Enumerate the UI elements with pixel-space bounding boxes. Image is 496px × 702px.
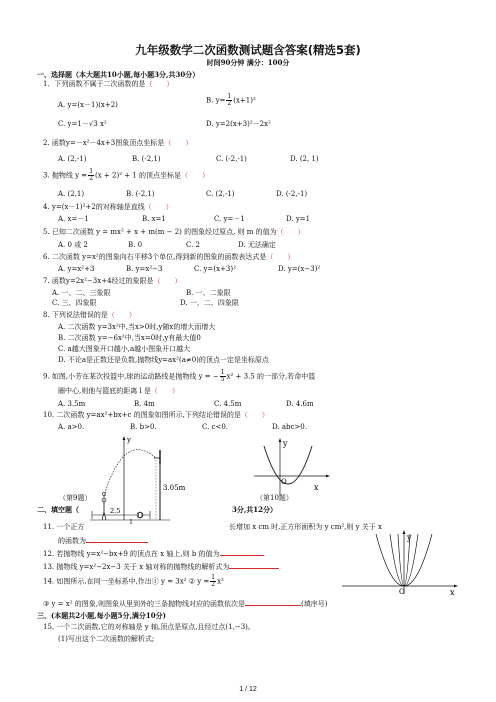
question-1-text: 1．下列函数不属于二次函数的是（ ） xyxy=(43,80,174,88)
q6-option-d: D. y=(x−3)² xyxy=(278,265,321,273)
q14-answer-blank[interactable] xyxy=(245,598,301,606)
fig9-y-arrow xyxy=(123,436,126,440)
q3-prefix: 3. 抛物线 y = xyxy=(43,171,88,180)
q14-numerator: 1 xyxy=(211,574,216,581)
q10-option-d: D. abc>0. xyxy=(272,423,307,431)
q3-fraction xyxy=(88,169,94,182)
q7-option-b: B. 一、二象限 xyxy=(186,289,231,297)
question-7: 7. 函数y=2x²−3x+4经过的象限是（ ） xyxy=(43,277,182,285)
q10-option-b: B. b>0. xyxy=(130,423,157,431)
q11-line2-text: 的函数为 xyxy=(58,537,86,545)
q8-option-d: D. 不论a是正数还是负数,抛物线y=ax²(a≠0)的顶点一定是坐标原点 xyxy=(58,356,269,364)
fig9-span-label: 2.5 xyxy=(110,507,121,515)
q5-option-d: D. 无法确定 xyxy=(238,241,276,249)
question-14-line-2 xyxy=(43,598,327,609)
question-14 xyxy=(43,575,224,588)
q9-option-d: D. 4.6m xyxy=(286,400,314,408)
q1-option-d: D. y=2(x+3)²－2x² xyxy=(206,120,271,128)
q2-option-b: B. (-2,1) xyxy=(132,155,161,163)
q14-order-hint: (填序号) xyxy=(300,600,328,608)
q1-option-a: A. y=(x－1)(x+2) xyxy=(58,101,118,109)
fig9-ball-trajectory xyxy=(104,450,156,496)
q9-denominator: 5 xyxy=(220,376,225,383)
fig9-distance-marker xyxy=(90,506,190,526)
question-1 xyxy=(43,80,173,89)
question-9 xyxy=(43,370,315,383)
q7-option-c: C. 三、四象限 xyxy=(52,299,97,307)
question-2: 2. 函数y=－x²－4x+3图象顶点坐标是（ ） xyxy=(43,139,193,147)
q12-answer-blank[interactable] xyxy=(220,548,264,556)
q1b-suffix: (x+1)² xyxy=(233,96,256,105)
q10-option-c: C. c<0. xyxy=(202,423,229,431)
section-2-heading-end: 3分,共12分） xyxy=(232,505,278,514)
fig10-y-arrow xyxy=(279,438,282,442)
fig9-y-label: y xyxy=(127,436,131,444)
q8-option-a: A. 二次函数 y=3x²中,当x>0时,y随x的增大而增大 xyxy=(58,323,216,331)
q3-denominator: 2 xyxy=(89,175,94,182)
q11-answer-blank[interactable] xyxy=(86,535,148,543)
q4-option-d: D. y=1 xyxy=(286,215,311,223)
figure-10-caption: （第10题） xyxy=(256,494,293,502)
question-12 xyxy=(43,548,264,559)
q9-fraction xyxy=(220,370,226,383)
question-11-start: 11. 一个正方 xyxy=(43,523,85,531)
q12-text: 12. 若抛物线 y=x²−bx+9 的顶点在 x 轴上,则 b 的值为 xyxy=(43,550,220,558)
q1b-fraction xyxy=(226,94,232,107)
q8-option-b: B. 二次函数 y=−6x²中,当x=0时,y有最大值0 xyxy=(58,334,201,342)
q1b-prefix: B. y= xyxy=(206,96,226,105)
q9-numerator: 1 xyxy=(220,369,225,376)
question-4: 4. y=(x－1)²+2的对称轴是直线（ ） xyxy=(43,203,173,211)
q6-option-b: B. y=x²−3 xyxy=(126,265,163,273)
fig10-y-label: y xyxy=(283,439,288,448)
q3-numerator: 1 xyxy=(89,168,94,175)
fig10-origin-label: O xyxy=(281,478,287,486)
q3-option-b: B. (-2,1) xyxy=(126,190,155,198)
q2-option-d: D. (2, 1) xyxy=(290,155,319,163)
question-6: 6. 二次函数 y=x²的图象向右平移3个单位,得到新的图象的函数表达式是（ ） xyxy=(43,253,295,261)
q14-line2-text: ③ y = x² 的图象,则图象从里到外的三条抛物线对应的函数依次是 xyxy=(43,600,245,608)
q3-option-c: C. (2,-1) xyxy=(206,190,235,198)
fig10-x-label: x xyxy=(314,483,319,492)
question-15: 15. 一个二次函数,它的对称轴是 y 轴,顶点是原点,且经过点(1,−3)。 xyxy=(43,623,255,631)
figure-14-three-parabolas xyxy=(338,526,462,596)
section-2-heading-start: 二、填空题（ xyxy=(37,505,79,514)
q14-suffix: x² xyxy=(217,577,224,586)
q7-option-d: D. 一、二、四象限 xyxy=(180,299,239,307)
fig14-x-arrow xyxy=(454,585,458,588)
q9-suffix: x² + 3.5 的一部分,若命中篮 xyxy=(226,372,316,381)
fig9-l-label: l xyxy=(130,518,133,526)
question-5: 5. 已知二次函数 y = mx² + x + m(m − 2) 的图象经过原点, 则 m 的值为（ ） xyxy=(43,228,305,236)
q4-option-b: B. x=1 xyxy=(142,215,166,223)
q14-denominator: 2 xyxy=(211,581,216,588)
question-3 xyxy=(43,169,209,182)
question-11-end: 长增加 x cm 时,正方形面积为 y cm²,则 y 关于 x xyxy=(229,523,382,531)
q7-option-a: A. 一、二、三象限 xyxy=(52,289,111,297)
exam-info: 时间90分钟 满分：100分 xyxy=(206,58,290,67)
q1b-numerator: 1 xyxy=(227,93,232,100)
fig14-y-arrow xyxy=(403,530,406,534)
q3-suffix: (x + 2)² + 1 的顶点坐标是（ ） xyxy=(95,171,209,180)
q5-option-c: C. 2 xyxy=(186,241,201,249)
q14-fraction xyxy=(210,575,216,588)
question-8: 8. 下列说法错误的是（ ） xyxy=(43,311,136,319)
fig9-origin-label: O xyxy=(137,511,143,520)
figure-9-caption: （第9题） xyxy=(59,494,92,502)
section-1-heading: 一、选择题（本大题共10小题,每小题3分,共30分） xyxy=(37,70,200,79)
q4-option-c: C. y=－1 xyxy=(214,215,245,223)
q6-option-c: C. y=(x+3)² xyxy=(194,265,236,273)
page-number: 1 / 12 xyxy=(239,686,257,693)
q8-option-c: C. a越大图象开口越小,a越小图象开口越大 xyxy=(58,345,191,353)
fig10-parabola-curve xyxy=(264,446,312,484)
question-13 xyxy=(43,561,279,572)
question-10: 10. 二次函数 y=ax²+bx+c 的图象如图所示,下列结论错误的是（ ） xyxy=(43,411,269,419)
fig9-height-label: 3.05m xyxy=(163,484,186,492)
fig10-x-arrow xyxy=(326,475,330,478)
q9-option-b: B. 4m xyxy=(134,400,155,408)
q3-option-d: D. (-2,-1) xyxy=(276,190,308,198)
figure-10-parabola xyxy=(252,436,332,498)
fig14-origin-label: O xyxy=(399,588,405,596)
q2-option-c: C. (-2,-1) xyxy=(216,155,247,163)
question-11-line-2 xyxy=(58,535,148,546)
q3-option-a: A. (2,1) xyxy=(58,190,85,198)
q1b-denominator: 2 xyxy=(227,100,232,107)
question-9-line-2: 圈中心,则他与篮底的距离 l 是（ ） xyxy=(58,387,179,395)
q14-prefix: 14. 如图所示,在同一坐标系中,作出① y = 3x² ② y = xyxy=(43,577,210,586)
q1-option-c: C. y=1－√3 x² xyxy=(58,120,107,128)
q9-option-a: A. 3.5m xyxy=(58,400,86,408)
q13-text: 13. 抛物线 y=x²−2x−3 关于 x 轴对称的抛物线的解析式为 xyxy=(43,563,230,571)
question-15-part-1: (1)写出这个二次函数的解析式; xyxy=(58,635,155,643)
fig14-x-label: x xyxy=(450,588,455,596)
q4-option-a: A. x=－1 xyxy=(58,215,89,223)
q13-answer-blank[interactable] xyxy=(229,561,279,569)
q10-option-a: A. a>0. xyxy=(58,423,85,431)
q9-prefix: 9. 如图,小芳在某次投篮中,球的运动路线是抛物线 y = − xyxy=(43,372,219,381)
fig14-y-label: y xyxy=(407,533,412,542)
q2-option-a: A. (2,-1) xyxy=(58,155,87,163)
q9-option-c: C. 4.5m xyxy=(214,400,242,408)
q6-option-a: A. y=x²+3 xyxy=(58,265,95,273)
document-title: 九年级数学二次函数测试题含答案(精选5套) xyxy=(135,43,361,57)
q1-option-b xyxy=(206,94,256,107)
section-3-heading: 三、(本题共2小题,每小题5分,满分10分) xyxy=(37,611,166,620)
q5-option-b: B. 0 xyxy=(128,241,143,249)
q5-option-a: A. 0 或 2 xyxy=(58,241,88,249)
